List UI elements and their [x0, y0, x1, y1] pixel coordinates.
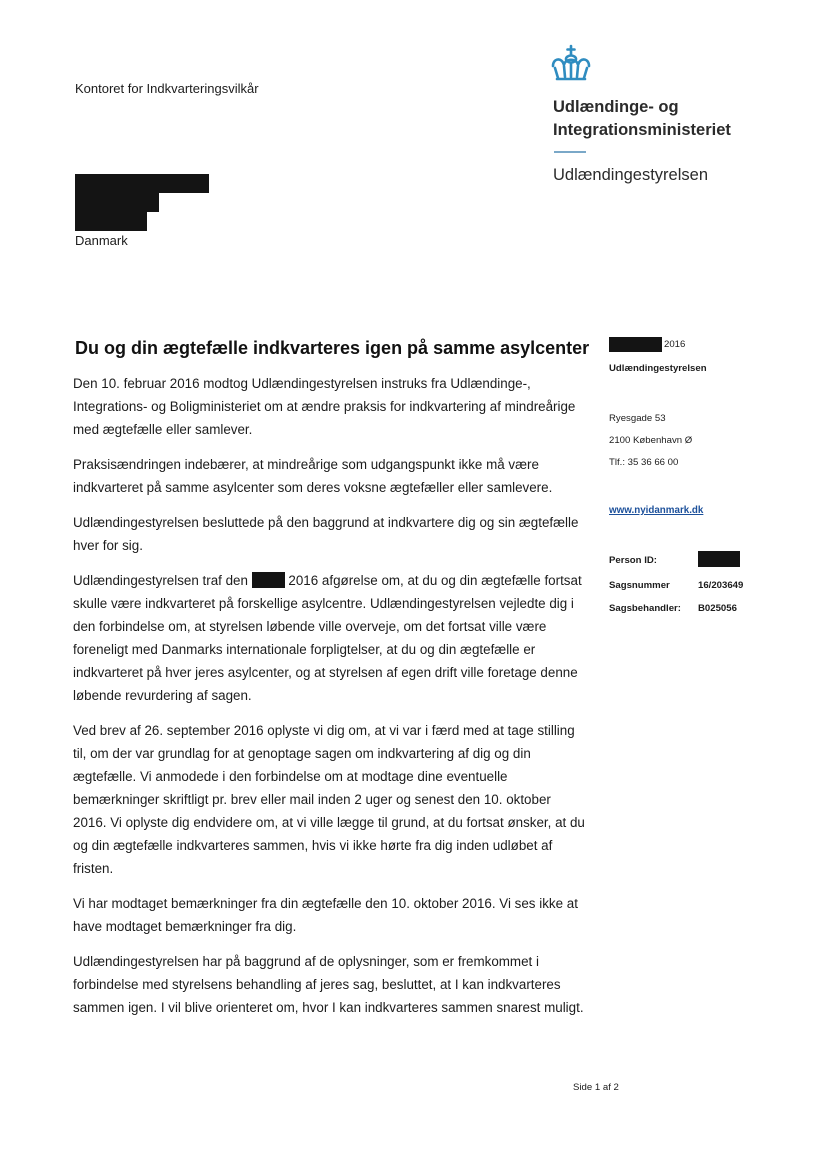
website-link[interactable]: www.nyidanmark.dk — [609, 505, 704, 516]
recipient-country: Danmark — [75, 233, 128, 248]
ministry-divider — [554, 151, 586, 153]
letter-body — [73, 372, 585, 1031]
ministry-name — [553, 96, 731, 142]
case-number-value: 16/203649 — [698, 580, 744, 591]
case-number-label: Sagsnummer — [609, 580, 670, 591]
page-number: Side 1 af 2 — [573, 1082, 619, 1093]
phone-number: Tlf.: 35 36 66 00 — [609, 457, 679, 468]
paragraph-4-rest: 2016 afgørelse om, at du og din ægtefælle fortsat skulle være indkvarteret på forskellige asylcentre. Udlændingestyrelsen vejledte dig i den forbindelse om, at styrelsen løbende ville overveje, om det fortsat ville være foreneligt med Danmarks internationale forpligtelser, at du og din ægtefælle er indkvarteret på hver jeres asylcenter, og at styrelsen af egen drift ville foretage denne løbende revurdering af sagen. — [73, 573, 582, 703]
ministry-line-1: Udlændinge- og — [553, 98, 679, 116]
agency-name: Udlændingestyrelsen — [553, 166, 709, 184]
paragraph-5: Ved brev af 26. september 2016 oplyste vi dig om, at vi var i færd med at tage stilling til, om der var grundlag for at genoptage sagen om indkvartering af dig og din ægtefælle. Vi anmodede i den forbindelse om at modtage dine eventuelle bemærkninger skriftligt pr. brev eller mail inden 2 uger og senest den 10. oktober 2016. Vi oplyste dig endvidere om, at vi ville lægge til grund, at du fortsat ønsker, at du og din ægtefælle indkvarteres sammen, hvis vi ikke hørte fra dig inden udløbet af fristen. — [73, 723, 585, 876]
paragraph-1: Den 10. februar 2016 modtog Udlændingestyrelsen instruks fra Udlændinge-, Integrations- og Boligministeriet om at ændre praksis for indkvartering af mindreårige med ægtefælle eller samlever. — [73, 376, 576, 437]
paragraph-6: Vi har modtaget bemærkninger fra din ægtefælle den 10. oktober 2016. Vi ses ikke at have modtaget bemærkninger fra dig. — [73, 896, 578, 934]
case-handler-label: Sagsbehandler: — [609, 603, 681, 614]
paragraph-3: Udlændingestyrelsen besluttede på den baggrund at indkvartere dig og sin ægtefælle hver for sig. — [73, 515, 579, 553]
redacted-person-id — [698, 551, 740, 567]
redacted-address-line-2 — [75, 193, 159, 212]
case-handler-value: B025056 — [698, 603, 737, 614]
person-id-label: Person ID: — [609, 555, 657, 566]
letter-title: Du og din ægtefælle indkvarteres igen på samme asylcenter — [75, 338, 590, 358]
redacted-date — [252, 572, 285, 588]
address-street: Ryesgade 53 — [609, 413, 666, 424]
paragraph-7: Udlændingestyrelsen har på baggrund af de oplysninger, som er fremkommet i forbindelse med styrelsens behandling af jeres sag, besluttet, at I kan indkvarteres sammen igen. I vil blive orienteret om, hvor I kan indkvarteres sammen snarest muligt. — [73, 954, 584, 1015]
paragraph-2: Praksisændringen indebærer, at mindreårige som udgangspunkt ikke må være indkvarteret på samme asylcenter som deres voksne ægtefæller eller samlevere. — [73, 457, 553, 495]
ministry-line-2: Integrationsministeriet — [553, 121, 731, 139]
paragraph-4 — [73, 569, 585, 707]
letter-date-year: 2016 — [664, 339, 686, 350]
redacted-letter-date — [609, 337, 662, 352]
redacted-address-line-3 — [75, 212, 147, 231]
sidebar-agency: Udlændingestyrelsen — [609, 363, 707, 374]
office-name: Kontoret for Indkvarteringsvilkår — [75, 81, 259, 96]
paragraph-4-start: Udlændingestyrelsen traf den — [73, 573, 248, 588]
address-city: 2100 København Ø — [609, 435, 693, 446]
redacted-address-line-1 — [75, 174, 209, 193]
crown-logo-icon — [547, 44, 595, 84]
